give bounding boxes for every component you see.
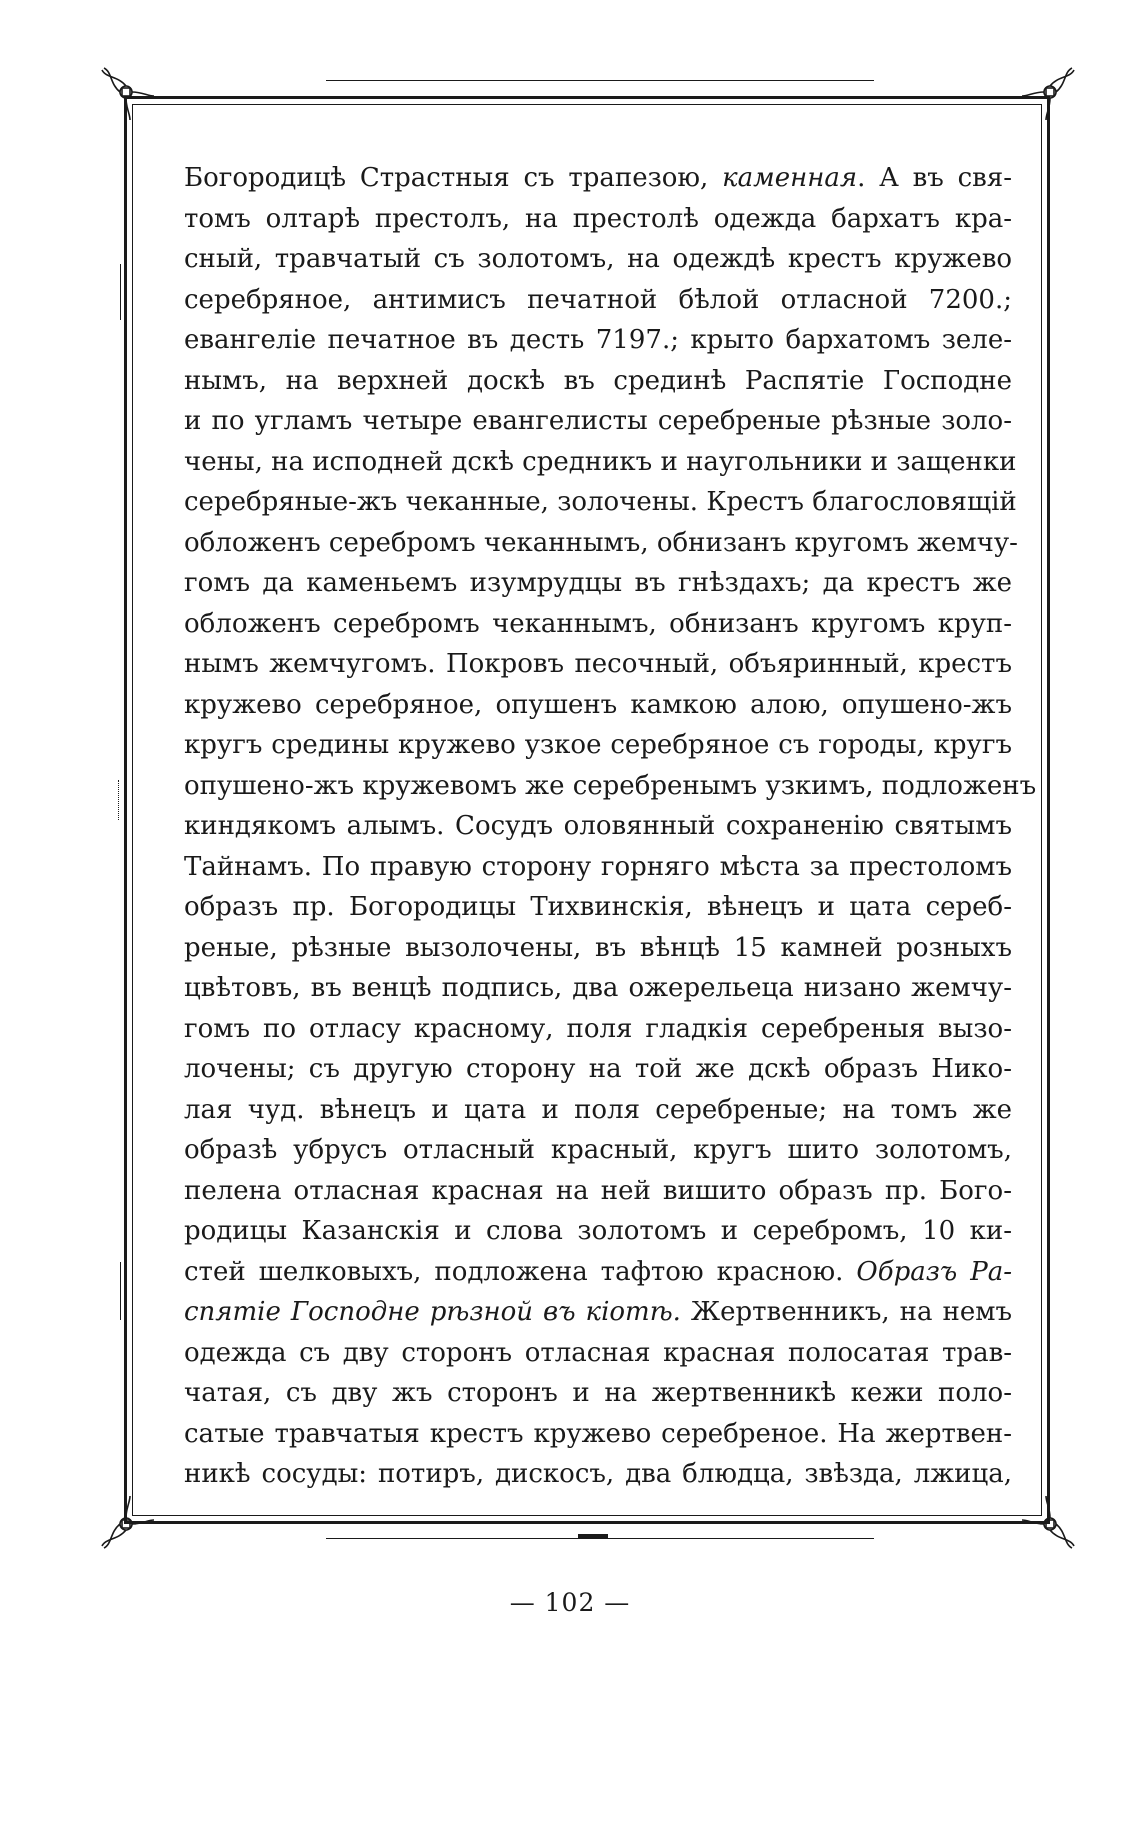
left-margin-bracket-top <box>120 264 121 320</box>
text-line-roman: одежда съ дву сторонъ отласная красная полосатая трав- <box>184 1337 1012 1368</box>
text-line-roman: кружево серебряное, опушенъ камкою алою, опушено-жъ <box>184 689 1012 720</box>
bottom-ornament-mark <box>578 1534 608 1538</box>
text-line <box>184 685 1012 726</box>
text-line-roman: пелена отласная красная на ней вишито образъ пр. Бого- <box>184 1175 1012 1206</box>
text-line-roman: никѣ сосуды: потиръ, дискосъ, два блюдца, звѣзда, лжица, <box>184 1459 1012 1489</box>
text-line-italic: каменная <box>722 163 858 193</box>
corner-ornament-top-left-icon <box>96 62 156 122</box>
text-line-roman: томъ олтарѣ престолъ, на престолѣ одежда бархатъ кра- <box>184 203 1012 234</box>
text-line <box>184 1414 1012 1455</box>
text-line <box>184 158 1012 199</box>
page-number: — 102 — <box>509 1588 631 1617</box>
text-line <box>184 401 1012 442</box>
text-line <box>184 320 1012 361</box>
text-line <box>184 482 1017 523</box>
text-line-roman: евангеліе печатное въ десть 7197.; крыто бархатомъ зеле- <box>184 325 1012 355</box>
text-line <box>184 1090 1012 1131</box>
body-text <box>184 158 1037 1495</box>
text-line-roman: нымъ, на верхней доскѣ въ срединѣ Распятіе Господне <box>184 365 1012 396</box>
text-line-roman: гомъ да каменьемъ изумрудцы въ гнѣздахъ; да крестъ же <box>184 568 1012 598</box>
left-margin-dots <box>118 780 123 820</box>
text-line-rest: . А въ свя- <box>857 163 1012 193</box>
text-line-roman: киндякомъ алымъ. Сосудъ оловянный сохраненію святымъ <box>184 811 1012 841</box>
text-line-rest: Жертвенникъ, на немъ <box>680 1297 1012 1327</box>
text-line-roman: гомъ по отласу красному, поля гладкія серебреныя вызо- <box>184 1013 1012 1044</box>
corner-ornament-bottom-right-icon <box>1020 1494 1080 1554</box>
text-line-roman: стей шелковыхъ, подложена тафтою красною. <box>184 1256 857 1287</box>
text-line <box>184 239 1012 280</box>
text-line-roman: чатая, съ дву жъ сторонъ и на жертвенникѣ кежи поло- <box>184 1378 1012 1408</box>
text-line-roman: сатые травчатыя крестъ кружево серебреное. На жертвен- <box>184 1418 1012 1449</box>
text-line-roman: родицы Казанскія и слова золотомъ и серебромъ, 10 ки- <box>184 1216 1012 1246</box>
text-line-roman: обложенъ серебромъ чеканнымъ, обнизанъ кругомъ круп- <box>184 608 1012 639</box>
text-line <box>184 847 1012 888</box>
text-line <box>184 1130 1012 1171</box>
text-line <box>184 563 1012 604</box>
text-line-roman: обложенъ серебромъ чеканнымъ, обнизанъ кругомъ жемчу- <box>184 527 1018 558</box>
text-line-italic: спятіе Господне рѣзной въ кіотѣ. <box>184 1297 681 1327</box>
left-margin-bracket-bottom <box>120 1262 121 1320</box>
text-line <box>184 442 1017 483</box>
text-line <box>184 1171 1012 1212</box>
text-line <box>184 1292 1012 1333</box>
text-line <box>184 523 1018 564</box>
text-line <box>184 1252 1012 1293</box>
bottom-ornament-rule <box>326 1538 874 1539</box>
text-line <box>184 766 1037 807</box>
text-line <box>184 887 1012 928</box>
text-line-roman: и по угламъ четыре евангелисты серебреные рѣзные золо- <box>184 406 1012 436</box>
text-line-roman: образѣ убрусъ отласный красный, кругъ шито золотомъ, <box>184 1135 1012 1165</box>
text-line <box>184 1373 1012 1414</box>
text-line <box>184 968 1012 1009</box>
text-line-roman: серебряное, антимисъ печатной бѣлой отласной 7200.; <box>184 284 1012 315</box>
text-line-roman: Богородицѣ Страстныя съ трапезою, <box>184 163 723 193</box>
text-line <box>184 1454 1012 1495</box>
text-line <box>184 928 1012 969</box>
text-line-roman: образъ пр. Богородицы Тихвинскія, вѣнецъ и цата сереб- <box>184 892 1012 922</box>
text-line <box>184 644 1012 685</box>
corner-ornament-top-right-icon <box>1020 62 1080 122</box>
text-line <box>184 361 1012 402</box>
text-line-italic: Образъ Ра- <box>856 1256 1012 1287</box>
text-line-roman: лая чуд. вѣнецъ и цата и поля серебреные; на томъ же <box>184 1094 1012 1125</box>
text-line <box>184 1049 1012 1090</box>
text-line-roman: нымъ жемчугомъ. Покровъ песочный, объяринный, крестъ <box>184 649 1012 679</box>
text-line-roman: опушено-жъ кружевомъ же серебренымъ узкимъ, подложенъ <box>184 770 1037 801</box>
text-line <box>184 806 1012 847</box>
text-line <box>184 604 1012 645</box>
text-line-roman: Тайнамъ. По правую сторону горняго мѣста за престоломъ <box>184 851 1012 882</box>
text-line-roman: реные, рѣзные вызолочены, въ вѣнцѣ 15 камней розныхъ <box>184 932 1012 963</box>
text-line <box>184 280 1012 321</box>
corner-ornament-bottom-left-icon <box>96 1494 156 1554</box>
text-line-roman: сный, травчатый съ золотомъ, на одеждѣ крестъ кружево <box>184 244 1012 274</box>
text-line <box>184 725 1012 766</box>
text-line <box>184 1333 1012 1374</box>
text-line-roman: цвѣтовъ, въ венцѣ подпись, два ожерельеца низано жемчу- <box>184 973 1012 1003</box>
text-line <box>184 1211 1012 1252</box>
text-line-roman: лочены; съ другую сторону на той же дскѣ образъ Нико- <box>184 1054 1012 1084</box>
text-line-roman: серебряные-жъ чеканные, золочены. Крестъ благословящій <box>184 487 1017 517</box>
top-ornament-rule <box>326 80 874 81</box>
text-line-roman: чены, на исподней дскѣ средникъ и наугольники и защенки <box>184 446 1017 477</box>
text-line <box>184 199 1012 240</box>
text-line <box>184 1009 1012 1050</box>
text-line-roman: кругъ средины кружево узкое серебряное съ городы, кругъ <box>184 730 1012 760</box>
